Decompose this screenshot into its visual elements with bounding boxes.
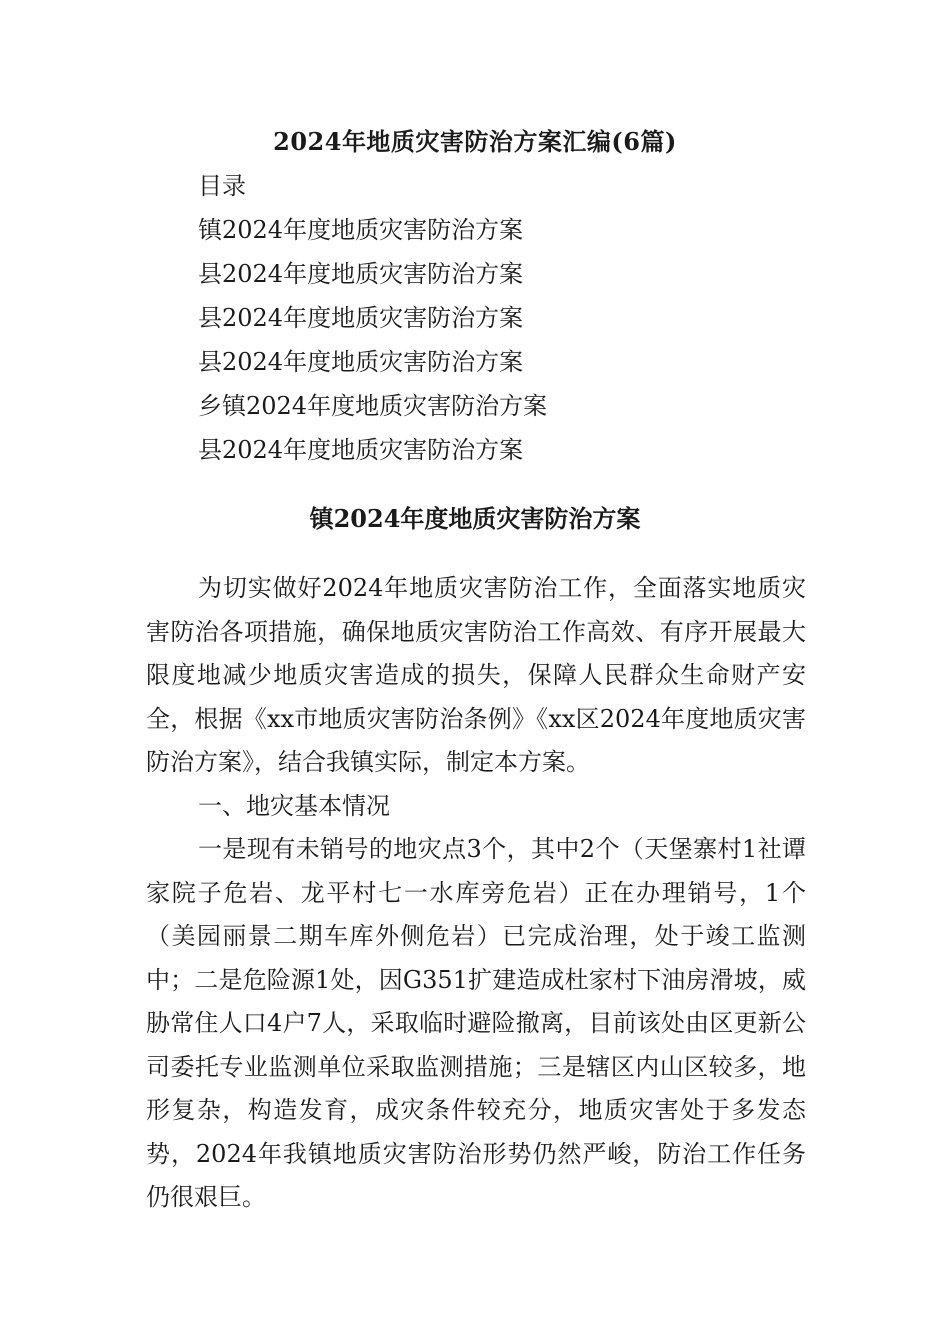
toc-heading: 目录: [198, 172, 246, 200]
body-paragraph: 为切实做好2024年地质灾害防治工作，全面落实地质灾害防治各项措施，确保地质灾害防治工作高效、有序开展最大限度地减少地质灾害造成的损失，保障人民群众生命财产安全，根据《xx市地质灾害防治条例》《xx区2024年度地质灾害防治方案》，结合我镇实际，制定本方案。: [146, 574, 806, 776]
section-title: 镇2024年度地质灾害防治方案: [309, 504, 641, 533]
subheading: 一、地灾基本情况: [198, 791, 390, 820]
toc-item: 乡镇2024年度地质灾害防治方案: [198, 392, 548, 420]
toc-item: 县2024年度地质灾害防治方案: [198, 304, 524, 332]
toc-item: 县2024年度地质灾害防治方案: [198, 436, 524, 464]
toc-item: 县2024年度地质灾害防治方案: [198, 348, 524, 376]
toc-item: 镇2024年度地质灾害防治方案: [198, 216, 524, 244]
toc-item: 县2024年度地质灾害防治方案: [198, 260, 524, 288]
table-of-contents: [198, 164, 798, 472]
body-paragraph: 一是现有未销号的地灾点3个，其中2个（天堡寨村1社谭家院子危岩、龙平村七一水库旁危岩）正在办理销号，1个（美园丽景二期车库外侧危岩）已完成治理，处于竣工监测中；二是危险源1处，因G351扩建造成杜家村下油房滑坡，威胁常住人口4户7人，采取临时避险撤离，目前该处由区更新公司委托专业监测单位采取监测措施；三是辖区内山区较多，地形复杂，构造发育，成灾条件较充分，地质灾害处于多发态势，2024年我镇地质灾害防治形势仍然严峻，防治工作任务仍很艰巨。: [146, 835, 806, 1211]
section-body: [146, 567, 806, 1220]
document-title: 2024年地质灾害防治方案汇编(6篇): [273, 127, 677, 156]
